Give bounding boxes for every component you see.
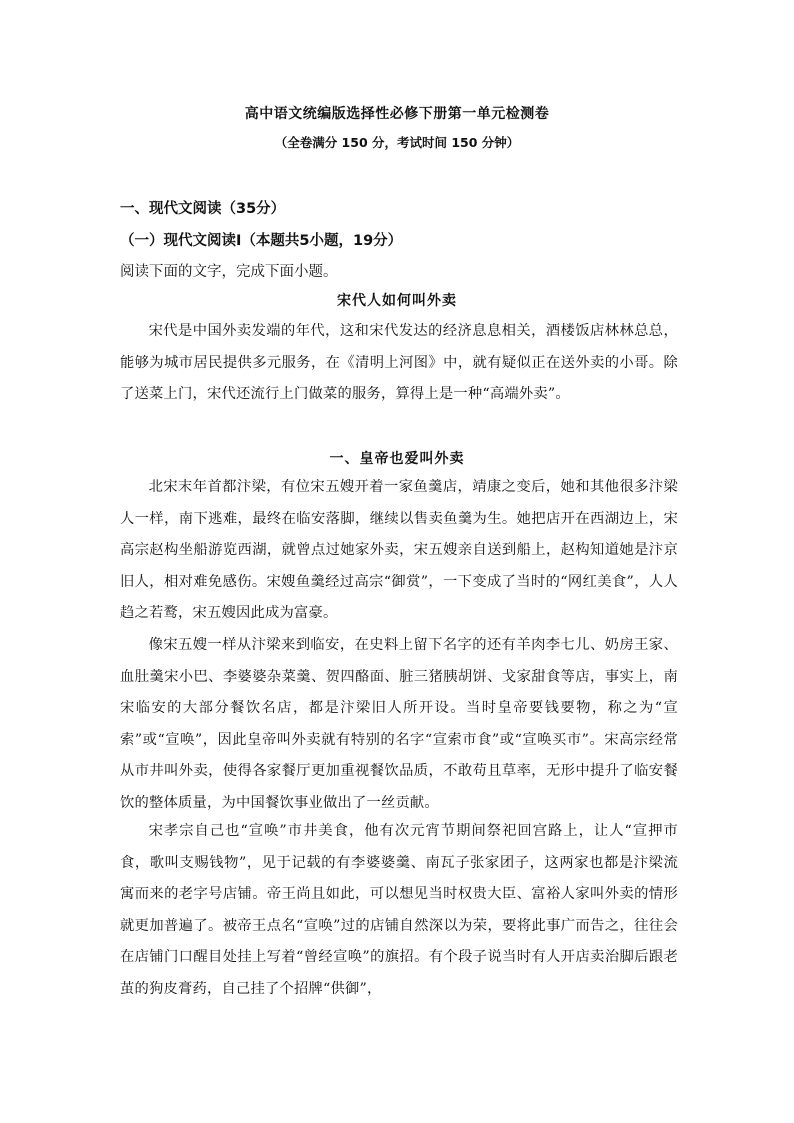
article-title: 宋代人如何叫外卖 [337,293,457,309]
article-paragraph: 宋孝宗自己也“宣唤”市井美食，他有次元宵节期间祭祀回宫路上，让人“宣押市食，歌叫支赐钱物”，见于记载的有李婆婆羹、南瓦子张家团子，这两家也都是汴梁流寓而来的老字号店铺。帝王尚且如此，可以想见当时权贵大臣、富裕人家叫外卖的情形就更加普遍了。被帝王点名“宣唤”过的店铺自然深以为荣，要将此事广而告之，往往会在店铺门口醒目处挂上写着“曾经宣唤”的旗招。有个段子说当时有人开店卖治脚后跟老茧的狗皮膏药，自己挂了个招牌“供御”， [120,823,678,997]
section-heading: 一、现代文阅读（35分） [120,201,286,217]
article-paragraph: 北宋末年首都汴梁，有位宋五嫂开着一家鱼羹店，靖康之变后，她和其他很多汴梁人一样，南下逃难，最终在临安落脚，继续以售卖鱼羹为生。她把店开在西湖边上，宋高宗赵构坐船游览西湖，就曾点过她家外卖，宋五嫂亲自送到船上，赵构知道她是汴京旧人，相对难免感伤。宋嫂鱼羹经过高宗“御赏”，一下变成了当时的“网红美食”，人人趋之若鹜，宋五嫂因此成为富豪。 [120,479,678,621]
article-paragraph: 像宋五嫂一样从汴梁来到临安，在史料上留下名字的还有羊肉李七儿、奶房王家、血肚羹宋小巴、李婆婆杂菜羹、贺四酪面、脏三猪胰胡饼、戈家甜食等店，事实上，南宋临安的大部分餐饮名店，都是汴梁旧人所开设。当时皇帝要钱要物，称之为“宣索”或“宣唤”，因此皇帝叫外卖就有特别的名字“宣索市食”或“宣唤买市”。宋高宗经常从市井叫外卖，使得各家餐厅更加重视餐饮品质，不敢苟且草率，无形中提升了临安餐饮的整体质量，为中国餐饮事业做出了一丝贡献。 [120,637,678,811]
subsection-heading: （一）现代文阅读Ⅰ（本题共5小题，19分） [120,233,403,249]
article-intro-paragraph: 宋代是中国外卖发端的年代，这和宋代发达的经济息息相关，酒楼饭店林林总总，能够为城市居民提供多元服务，在《清明上河图》中，就有疑似正在送外卖的小哥。除了送菜上门，宋代还流行上门做菜的服务，算得上是一种“高端外卖”。 [120,323,678,402]
document-title: 高中语文统编版选择性必修下册第一单元检测卷 [244,106,550,122]
reading-instruction: 阅读下面的文字，完成下面小题。 [120,264,338,280]
article-section-title: 一、皇帝也爱叫外卖 [329,451,465,467]
document-subtitle: （全卷满分 150 分，考试时间 150 分钟） [274,135,520,150]
